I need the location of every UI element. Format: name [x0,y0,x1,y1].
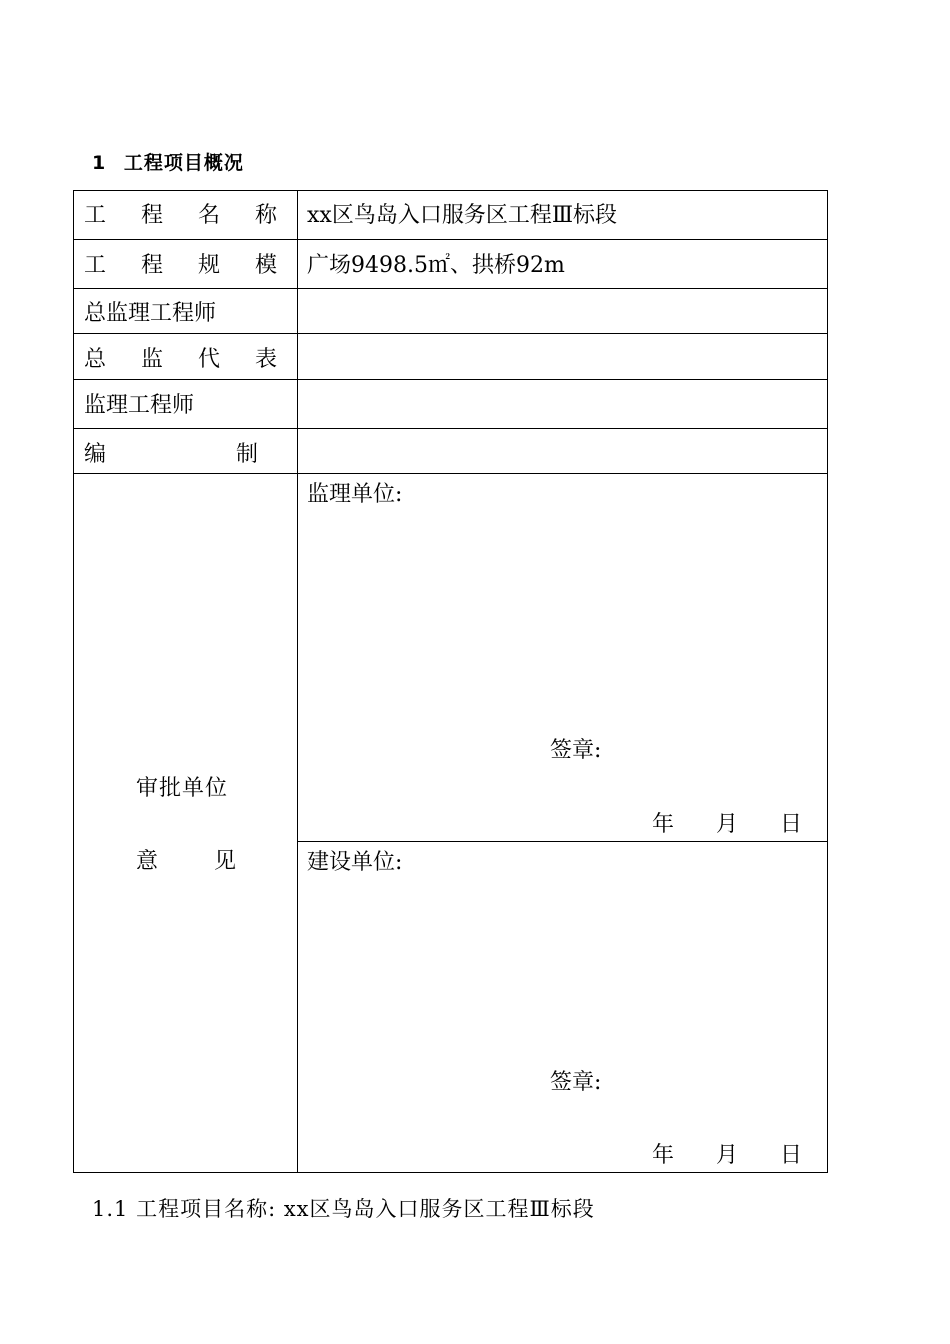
construction-seal-label: 签章: [550,1070,602,1095]
table-row-divider [73,379,828,380]
table-row-divider [73,288,828,289]
table-row-divider [73,333,828,334]
project-name-label: 工 程 名 称 [84,203,291,228]
table-border-right [827,190,828,1173]
supervision-unit-label: 监理单位: [307,482,403,507]
section-number: 1 [92,152,107,174]
project-name-value: xx区鸟岛入口服务区工程Ⅲ标段 [307,203,618,228]
construction-year: 年 [652,1143,675,1168]
chief-representative-label: 总 监 代 表 [84,347,291,372]
table-row-divider [73,239,828,240]
compiler-label-left: 编 [84,442,107,467]
table-border-left [73,190,74,1173]
project-scale-value: 广场9498.5㎡、拱桥92m [307,253,565,278]
approval-divider [297,841,828,842]
subsection-project-name: 1.1 工程项目名称: xx区鸟岛入口服务区工程Ⅲ标段 [92,1197,595,1221]
approval-opinion-label-a: 意 [136,849,159,874]
table-row-divider [73,428,828,429]
project-scale-label: 工 程 规 模 [84,253,291,278]
approval-opinion-label-b: 见 [214,849,237,874]
construction-unit-label: 建设单位: [307,850,403,875]
table-border-bottom [73,1172,828,1173]
approval-unit-label: 审批单位 [136,776,229,801]
construction-month: 月 [716,1143,739,1168]
table-column-divider [297,190,298,1173]
supervision-day: 日 [780,812,803,837]
supervision-month: 月 [716,812,739,837]
section-heading [92,148,244,175]
construction-day: 日 [780,1143,803,1168]
chief-supervisor-label: 总监理工程师 [84,301,217,326]
table-row-divider [73,473,828,474]
supervision-seal-label: 签章: [550,738,602,763]
supervising-engineer-label: 监理工程师 [84,393,195,418]
supervision-year: 年 [652,812,675,837]
compiler-label-right: 制 [236,442,259,467]
table-border-top [73,190,828,191]
section-title: 工程项目概况 [123,152,244,174]
